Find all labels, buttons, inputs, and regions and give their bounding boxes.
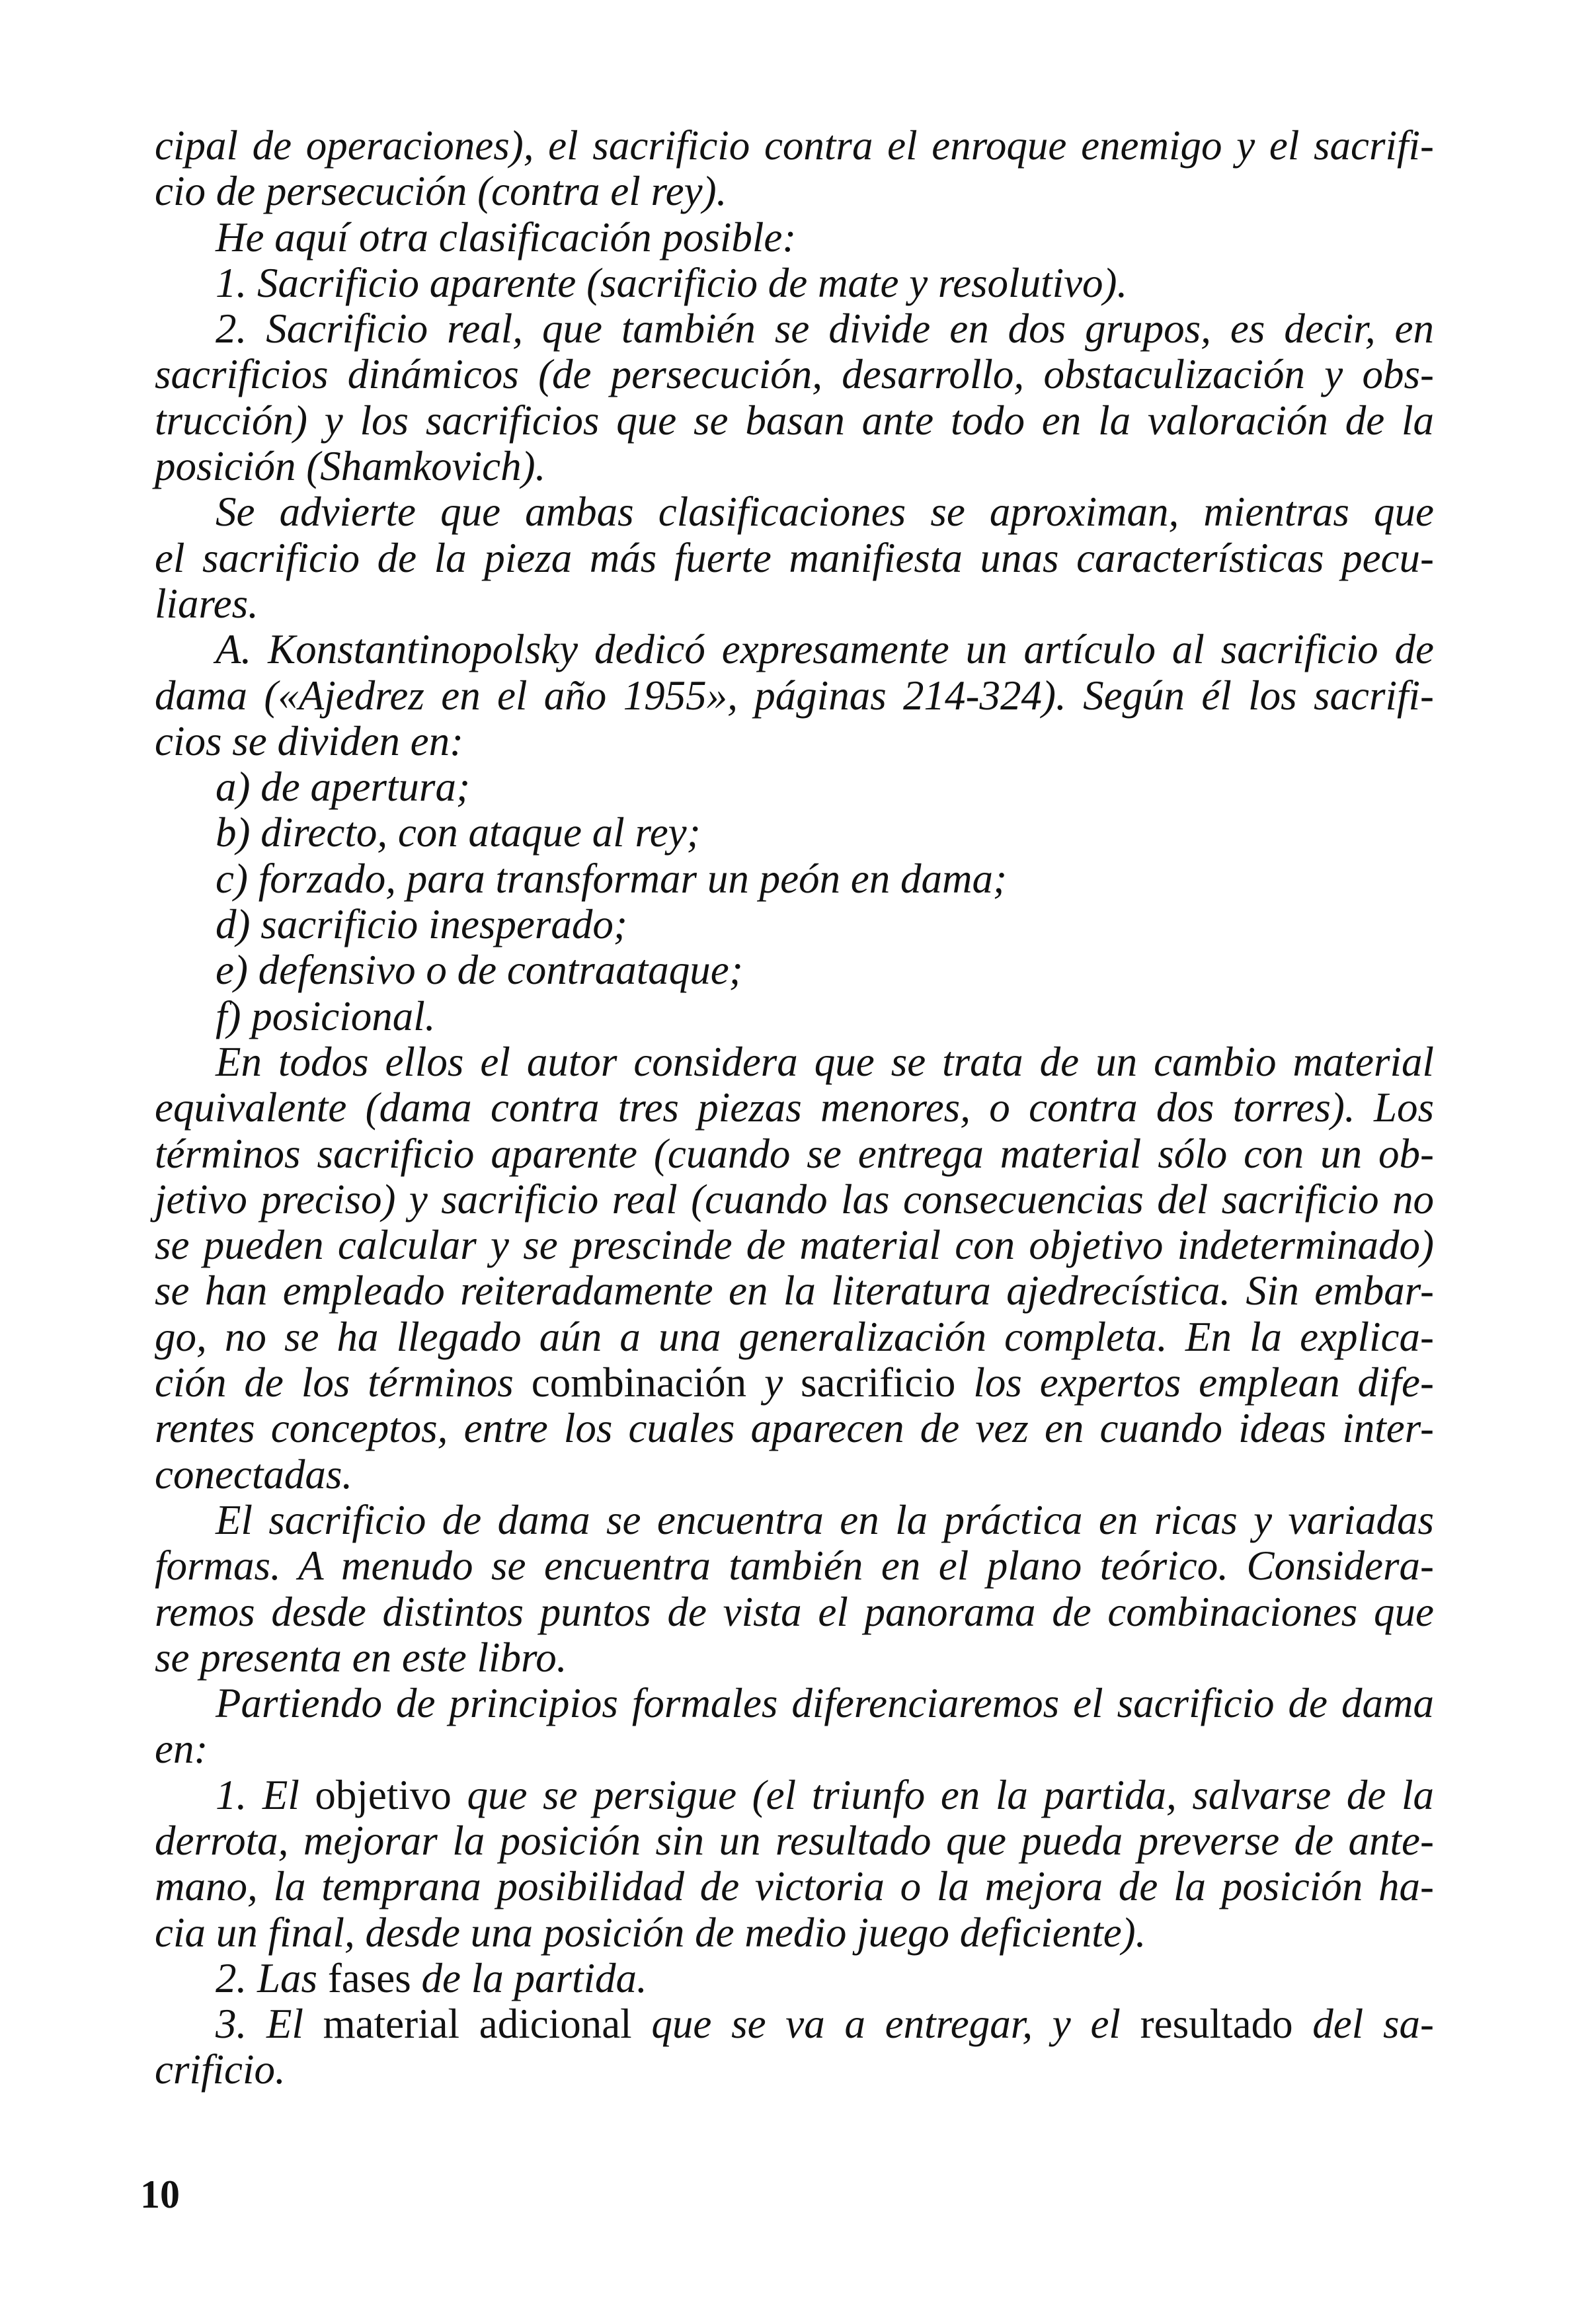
text-line (155, 352, 1434, 397)
line-segment: rentes conceptos, entre los cuales aparecen de vez en cuando ideas inter- (155, 1405, 1434, 1452)
text-line (155, 627, 1434, 672)
line-segment: formas. A menudo se encuentra también en el plano teórico. Considera- (155, 1543, 1434, 1589)
upright-term: fases (327, 1954, 411, 2001)
line-segment: b) directo, con ataque al rey; (216, 809, 701, 856)
line-segment: de la partida. (411, 1954, 647, 2001)
upright-term: objetivo (315, 1771, 452, 1818)
page-number: 10 (140, 2173, 180, 2216)
text-line (155, 1498, 1434, 1543)
line-segment: cipal de operaciones), el sacrificio contra el enroque enemigo y el sacrifi- (155, 122, 1434, 169)
line-segment: 2. Las (216, 1954, 328, 2001)
text-line (155, 581, 1434, 627)
text-line (155, 536, 1434, 581)
line-segment: d) sacrificio inesperado; (216, 901, 627, 948)
line-segment: Partiendo de principios formales diferenciaremos el sacrificio de dama (216, 1680, 1434, 1727)
text-line (155, 1360, 1434, 1406)
line-segment: se han empleado reiteradamente en la literatura ajedrecística. Sin embar- (155, 1267, 1434, 1314)
line-segment: posición (Shamkovich). (155, 443, 546, 490)
line-segment: 2. Sacrificio real, que también se divide en dos grupos, es decir, en (216, 305, 1434, 352)
upright-term: sacrificio (801, 1359, 956, 1406)
line-segment: del sa- (1292, 2001, 1434, 2048)
text-line (155, 489, 1434, 535)
line-segment: A. Konstantinopolsky dedicó expresamente un artículo al sacrificio de (216, 626, 1434, 673)
upright-term: resultado (1140, 2001, 1293, 2048)
text-line (155, 902, 1434, 947)
text-line (155, 1635, 1434, 1681)
text-line (155, 856, 1434, 902)
text-line (155, 1268, 1434, 1314)
text-line (155, 1177, 1434, 1222)
text-line (155, 169, 1434, 214)
text-line (155, 1773, 1434, 1818)
line-segment: dama («Ajedrez en el año 1955», páginas 214-324). Según él los sacrifi- (155, 672, 1434, 719)
text-line (155, 1222, 1434, 1268)
line-segment: liares. (155, 580, 258, 627)
text-line (155, 306, 1434, 352)
text-line (155, 1910, 1434, 1956)
text-line (155, 1589, 1434, 1635)
line-segment: crificio. (155, 2046, 286, 2093)
upright-term: combinación (531, 1359, 747, 1406)
line-segment: que se va a entregar, y el (631, 2001, 1140, 2048)
text-line (155, 123, 1434, 169)
line-segment: cio de persecución (contra el rey). (155, 168, 727, 215)
text-line (155, 764, 1434, 810)
text-line (155, 1956, 1434, 2001)
text-line (155, 2047, 1434, 2093)
text-line (155, 1681, 1434, 1726)
line-segment: He aquí otra clasificación posible: (216, 214, 797, 260)
text-line (155, 947, 1434, 993)
line-segment: a) de apertura; (216, 764, 470, 811)
line-segment: cios se dividen en: (155, 717, 464, 764)
line-segment: ción de los términos (155, 1359, 532, 1406)
line-segment: go, no se ha llegado aún a una generalización completa. En la explica- (155, 1313, 1434, 1360)
body-text (155, 123, 1434, 2093)
line-segment: Se advierte que ambas clasificaciones se aproximan, mientras que (216, 489, 1434, 536)
text-line (155, 1726, 1434, 1772)
line-segment: y (746, 1359, 801, 1406)
text-line (155, 2001, 1434, 2047)
text-line (155, 1131, 1434, 1177)
line-segment: mano, la temprana posibilidad de victoria o la mejora de la posición ha- (155, 1863, 1434, 1910)
line-segment: remos desde distintos puntos de vista el panorama de combinaciones que (155, 1588, 1434, 1635)
line-segment: que se persigue (el triunfo en la partida, salvarse de la (451, 1771, 1434, 1818)
text-line (155, 260, 1434, 306)
text-line (155, 1314, 1434, 1360)
text-line (155, 719, 1434, 764)
line-segment: equivalente (dama contra tres piezas menores, o contra dos torres). Los (155, 1084, 1434, 1131)
line-segment: En todos ellos el autor considera que se trata de un cambio material (216, 1038, 1434, 1085)
line-segment: los expertos emplean dife- (955, 1359, 1434, 1406)
line-segment: f) posicional. (216, 992, 436, 1039)
upright-term: material adicional (323, 2001, 632, 2048)
line-segment: conectadas. (155, 1451, 353, 1498)
line-segment: derrota, mejorar la posición sin un resultado que pueda preverse de ante- (155, 1817, 1434, 1864)
line-segment: jetivo preciso) y sacrificio real (cuando las consecuencias del sacrificio no (155, 1176, 1434, 1222)
line-segment: términos sacrificio aparente (cuando se entrega material sólo con un ob- (155, 1130, 1434, 1177)
text-line (155, 1818, 1434, 1864)
line-segment: sacrificios dinámicos (de persecución, desarrollo, obstaculización y obs- (155, 351, 1434, 398)
line-segment: cia un final, desde una posición de medio juego deficiente). (155, 1909, 1146, 1956)
line-segment: en: (155, 1726, 208, 1773)
line-segment: el sacrificio de la pieza más fuerte manifiesta unas características pecu- (155, 534, 1434, 581)
line-segment: El sacrificio de dama se encuentra en la práctica en ricas y variadas (216, 1496, 1434, 1543)
text-line (155, 673, 1434, 719)
text-line (155, 810, 1434, 856)
line-segment: e) defensivo o de contraataque; (216, 947, 743, 994)
line-segment: 1. Sacrificio aparente (sacrificio de mate y resolutivo). (216, 259, 1128, 306)
line-segment: se pueden calcular y se prescinde de material con objetivo indeterminado) (155, 1222, 1434, 1269)
text-line (155, 1085, 1434, 1131)
line-segment: trucción) y los sacrificios que se basan ante todo en la valoración de la (155, 397, 1434, 444)
text-line (155, 1452, 1434, 1498)
text-line (155, 1039, 1434, 1085)
text-line (155, 398, 1434, 444)
line-segment: 3. El (216, 2001, 323, 2048)
line-segment: se presenta en este libro. (155, 1634, 567, 1681)
text-line (155, 994, 1434, 1039)
text-line (155, 215, 1434, 260)
text-line (155, 1543, 1434, 1589)
line-segment: 1. El (216, 1771, 315, 1818)
line-segment: c) forzado, para transformar un peón en dama; (216, 855, 1007, 902)
text-line (155, 1406, 1434, 1451)
text-line (155, 444, 1434, 489)
text-line (155, 1864, 1434, 1909)
